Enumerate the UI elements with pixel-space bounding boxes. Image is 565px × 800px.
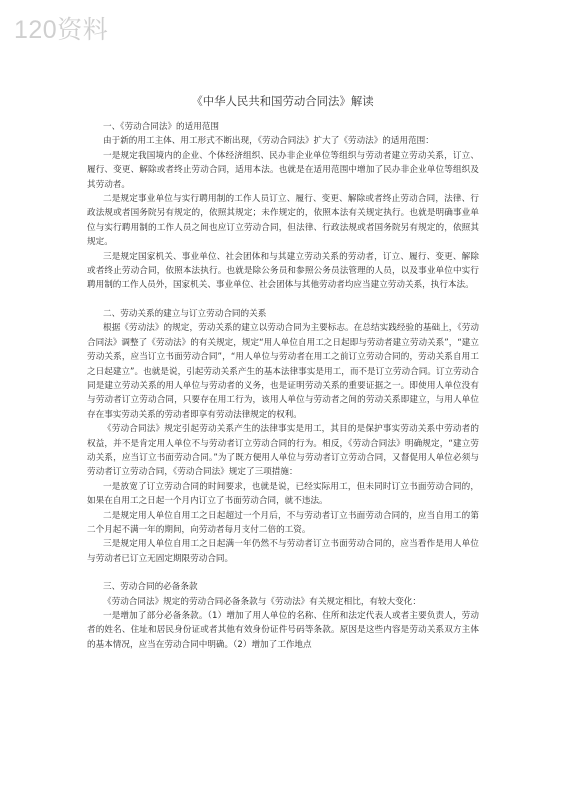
paragraph: 《劳动合同法》规定的劳动合同必备条款与《劳动法》有关规定相比，有较大变化： [103, 596, 421, 607]
paragraph: 一是增加了部分必备条款。（1）增加了用人单位的名称、住所和法定代表人或者主要负责人，劳动者的姓名、住址和居民身份证或者其他有效身份证件号码等条款。原因是这些内容是劳动关系双方主体的基本情况，应当在劳动合同中明确。（2）增加了工作地点 [87, 611, 479, 650]
watermark: 120资料 [14, 16, 109, 44]
paragraph: 二是规定用人单位自用工之日起超过一个月后，不与劳动者订立书面劳动合同的，应当自用工的第二个月起不满一年的期间，向劳动者每月支付二倍的工资。 [87, 510, 479, 535]
paragraph: 一是规定我国境内的企业、个体经济组织、民办非企业单位等组织与劳动者建立劳动关系，订立、履行、变更、解除或者终止劳动合同，适用本法。也就是在适用范围中增加了民办非企业单位等组织及其劳动者。 [87, 150, 479, 190]
paragraph: 二是规定事业单位与实行聘用制的工作人员订立、履行、变更、解除或者终止劳动合同，法律、行政法规或者国务院另有规定的，依照其规定；未作规定的，依照本法有关规定执行。也就是明确事业单位与实行聘用制的工作人员之间也应订立劳动合同，但法律、行政法规或者国务院另有规定的，依照其规定。 [87, 194, 479, 248]
paragraph: 一是放宽了订立劳动合同的时间要求，也就是说，已经实际用工，但未同时订立书面劳动合同的，如果在自用工之日起一个月内订立了书面劳动合同，就不违法。 [87, 481, 479, 507]
paragraph: 三是规定用人单位自用工之日起满一年仍然不与劳动者订立书面劳动合同的，应当看作是用人单位与劳动者已订立无固定期限劳动合同。 [87, 539, 479, 564]
document-title: 《中华人民共和国劳动合同法》解读 [191, 94, 374, 108]
section-heading: 二、劳动关系的建立与订立劳动合同的关系 [103, 308, 267, 319]
section-heading: 一、《劳动合同法》的适用范围 [103, 122, 220, 132]
paragraph: 《劳动合同法》规定引起劳动关系产生的法律事实是用工，其目的是保护事实劳动关系中劳动者的权益，并不是肯定用人单位不与劳动者订立劳动合同的行为。相反，《劳动合同法》明确规定，“建立劳动关系，应当订立书面劳动合同。”为了既方便用人单位与劳动者订立劳动合同，又督促用人单位必须与劳动者订立劳动合同，《劳动合同法》规定了三项措施： [87, 424, 479, 478]
paragraph: 由于新的用工主体、用工形式不断出现，《劳动合同法》扩大了《劳动法》的适用范围： [103, 136, 434, 147]
section-heading: 三、劳动合同的必备条款 [103, 582, 198, 593]
document-body [87, 120, 479, 652]
paragraph: 三是规定国家机关、事业单位、社会团体和与其建立劳动关系的劳动者，订立、履行、变更、解除或者终止劳动合同，依照本法执行。也就是除公务员和参照公务员法管理的人员，以及事业单位中实行聘用制的工作人员外，国家机关、事业单位、社会团体与其他劳动者均应当建立劳动关系，执行本法。 [87, 251, 479, 291]
paragraph: 根据《劳动法》的规定，劳动关系的建立以劳动合同为主要标志。在总结实践经验的基础上，《劳动合同法》调整了《劳动法》的有关规定，规定“用人单位自用工之日起即与劳动者建立劳动关系”，“建立劳动关系，应当订立书面劳动合同”，“用人单位与劳动者在用工之前订立劳动合同的，劳动关系自用工之日起建立”。也就是说，引起劳动关系产生的基本法律事实是用工，而不是订立劳动合同。订立劳动合同是建立劳动关系的用人单位与劳动者的义务，也是证明劳动关系的重要证据之一。即使用人单位没有与劳动者订立劳动合同，只要存在用工行为，该用人单位与劳动者之间的劳动关系即建立，与用人单位存在事实劳动关系的劳动者即享有劳动法律规定的权利。 [87, 323, 479, 420]
